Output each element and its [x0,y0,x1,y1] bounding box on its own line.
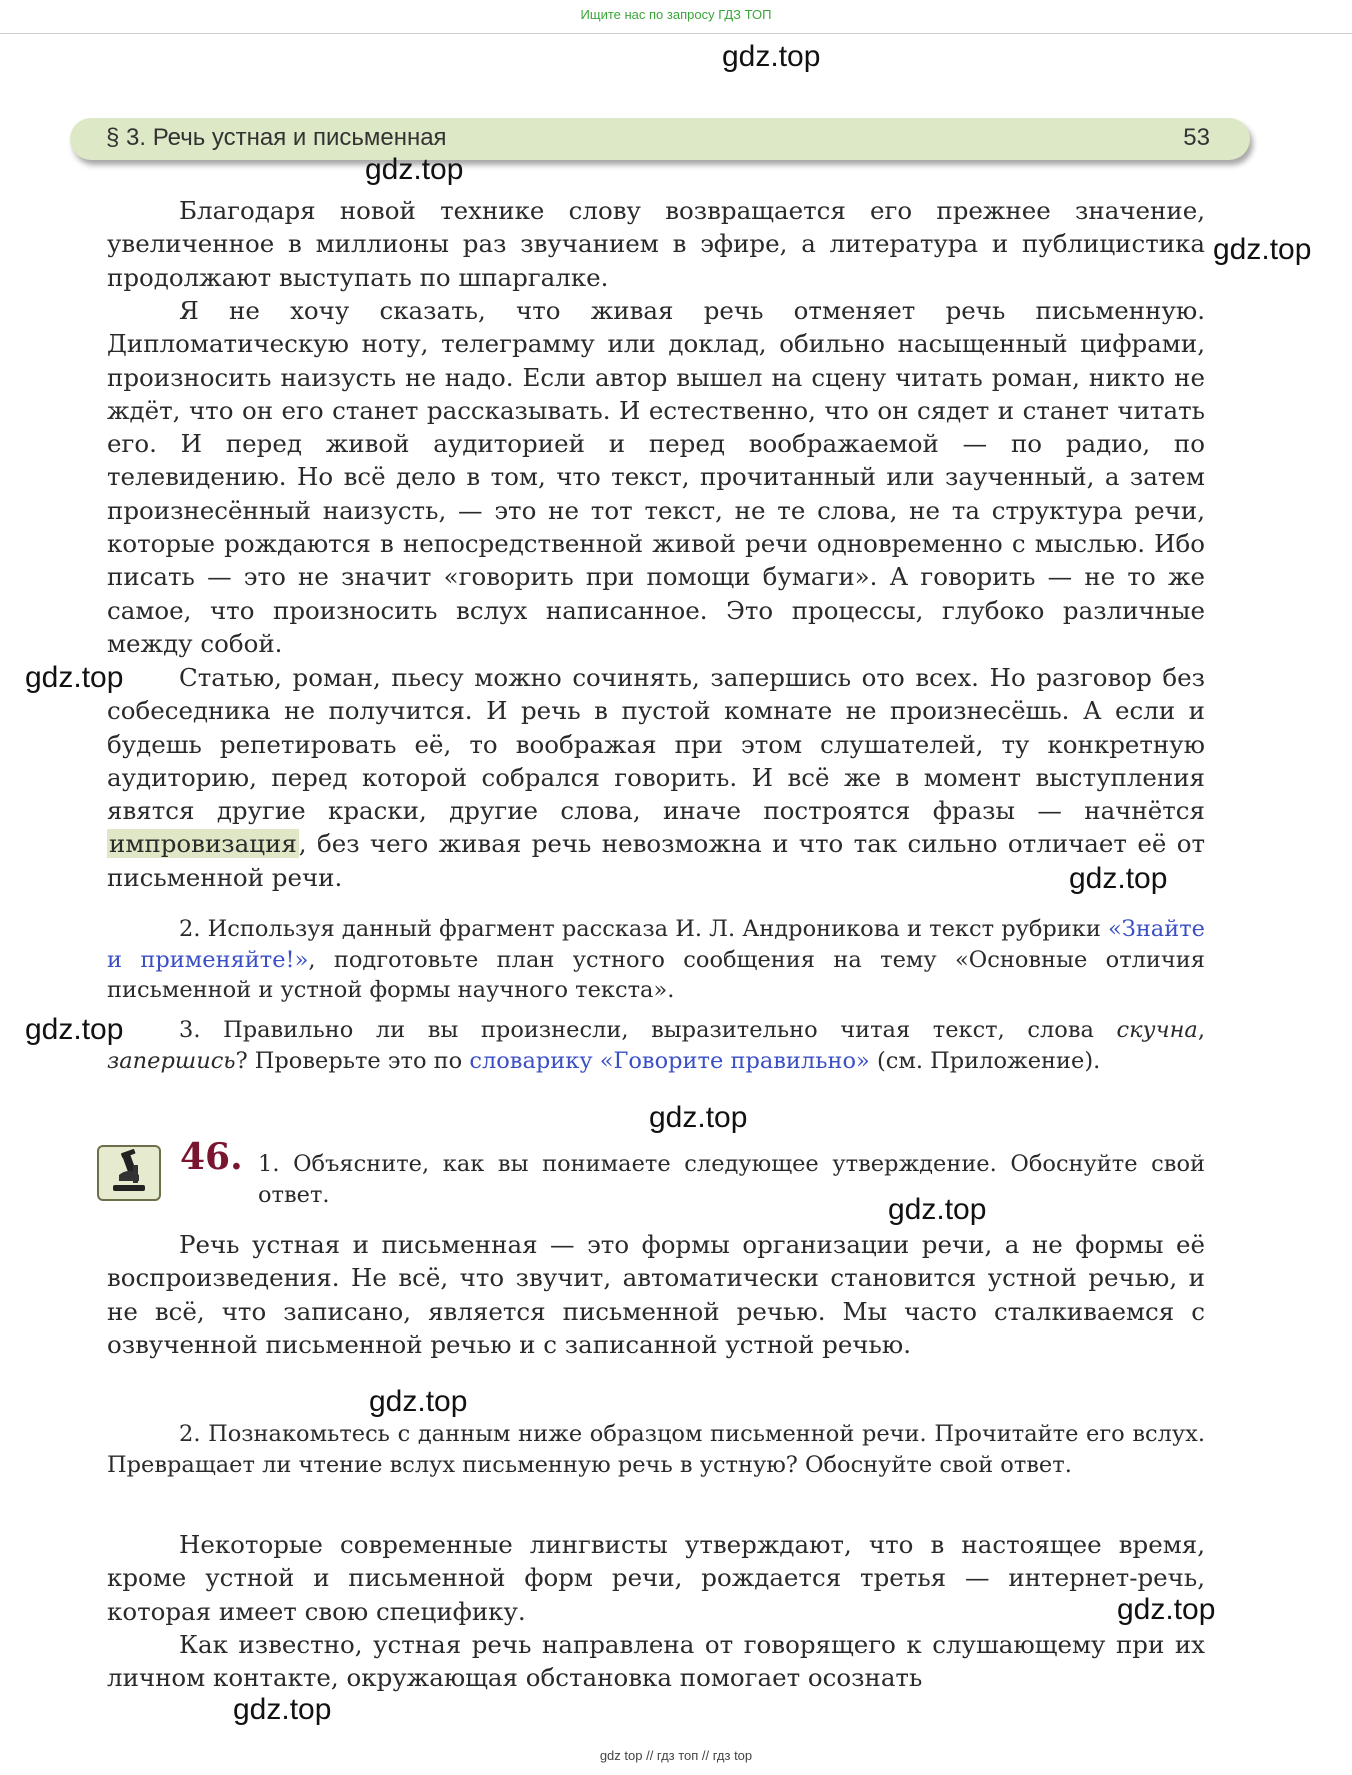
top-banner [0,0,1352,34]
watermark: gdz.top [649,1101,748,1134]
task-2-text-end: , подготовьте план устного сообщения на тему «Основные отличия письменной и устной формы научного текста». [107,946,1205,1003]
paragraph-1-text: Благодаря новой технике слову возвращается его прежнее значение, увеличенное в миллионы раз звучанием в эфире, а литература и публицистика продолжают выступать по шпаргалке. [107,196,1205,292]
task-2 [107,914,1205,1006]
section-title: § 3. Речь устная и письменная [106,124,447,151]
paragraph-6-text: Как известно, устная речь направлена от говорящего к слушающему при их личном контакте, окружающая обстановка помогает осознать [107,1630,1205,1693]
task-46-1-text: 1. Объясните, как вы понимаете следующее утверждение. Обоснуйте свой ответ. [258,1151,1205,1208]
paragraph-3-text: Статью, роман, пьесу можно сочинять, запершись ото всех. Но разговор без собеседника не получится. И речь в пустой комнате не произнесёшь. А если и будешь репетировать её, то воображая при этом слушателей, ту конкретную аудиторию, перед которой собрался говорить. И всё же в момент выступления явятся другие краски, другие слова, иначе построятся фразы — начнётся [107,663,1205,826]
watermark: gdz.top [1213,233,1312,266]
section-header [70,118,1250,160]
task-46-2 [107,1419,1205,1480]
task-number: 46. [180,1136,243,1178]
watermark: gdz.top [365,153,464,186]
task-3-text: 3. Правильно ли вы произнесли, выразительно читая текст, слова [179,1017,1117,1043]
task-46-2-text: 2. Познакомьтесь с данным ниже образцом письменной речи. Прочитайте его вслух. Превращает ли чтение вслух письменную речь в устную? Обоснуйте свой ответ. [107,1421,1205,1478]
task-3-separator: , [1197,1017,1205,1043]
paragraph-1 [107,194,1205,294]
microscope-icon [97,1145,161,1201]
paragraph-3 [107,661,1205,894]
paragraph-5-text: Некоторые современные лингвисты утверждают, что в настоящее время, кроме устной и письменной форм речи, рождается третья — интернет-речь, которая имеет свою специфику. [107,1530,1205,1626]
watermark: gdz.top [369,1385,468,1418]
paragraph-6 [107,1628,1205,1695]
watermark: gdz.top [888,1193,987,1226]
paragraph-4-text: Речь устная и письменная — это формы организации речи, а не формы её воспроизведения. Не всё, что звучит, автоматически становится устной речью, и не всё, что записано, является письменной речью. Мы часто сталкиваемся с озвученной письменной речью и с записанной устной речью. [107,1230,1205,1359]
paragraph-3-text-end: , без чего живая речь невозможна и что так сильно отличает её от письменной речи. [107,829,1205,892]
footer-links: gdz top // гдз топ // гдз top [599,1748,753,1763]
watermark: gdz.top [1117,1593,1216,1626]
watermark: gdz.top [25,661,124,694]
task-3-text-end: (см. Приложение). [869,1047,1101,1074]
page-number: 53 [1183,124,1210,151]
word-2: запершись [107,1047,236,1074]
paragraph-5 [107,1528,1205,1628]
highlighted-term: импровизация [109,829,297,859]
paragraph-2 [107,294,1205,660]
dictionary-link[interactable]: словарику «Говорите правильно» [469,1047,870,1074]
top-banner-text: Ищите нас по запросу ГДЗ ТОП [580,7,772,22]
watermark: gdz.top [233,1693,332,1726]
paragraph-4 [107,1228,1205,1361]
task-3 [107,1015,1205,1076]
task-3-text-mid: ? Проверьте это по [235,1047,470,1074]
word-1: скучна [1116,1017,1198,1043]
paragraph-2-text: Я не хочу сказать, что живая речь отменяет речь письменную. Дипломатическую ноту, телеграмму или доклад, обильно насыщенный цифрами, произносить наизусть не надо. Если автор вышел на сцену читать роман, никто не ждёт, что он его станет рассказывать. И естественно, что он сядет и станет читать его. И перед живой аудиторией и перед воображаемой — по радио, по телевидению. Но всё дело в том, что текст, прочитанный или заученный, а затем произнесённый наизусть, — это не тот текст, не те слова, не та структура речи, которые рождаются в непосредственной живой речи одновременно с мыслью. Ибо писать — это не значит «говорить при помощи бумаги». А говорить — не то же самое, что произносить вслух написанное. Это процессы, глубоко различные между собой. [107,296,1205,658]
task-46-1 [258,1149,1205,1210]
watermark: gdz.top [722,40,821,73]
task-2-text: 2. Используя данный фрагмент рассказа И. Л. Андроникова и текст рубрики [179,916,1109,942]
watermark: gdz.top [25,1013,124,1046]
rubric-link[interactable]: «Знайте и применяйте!» [107,916,1205,973]
watermark: gdz.top [1069,862,1168,895]
